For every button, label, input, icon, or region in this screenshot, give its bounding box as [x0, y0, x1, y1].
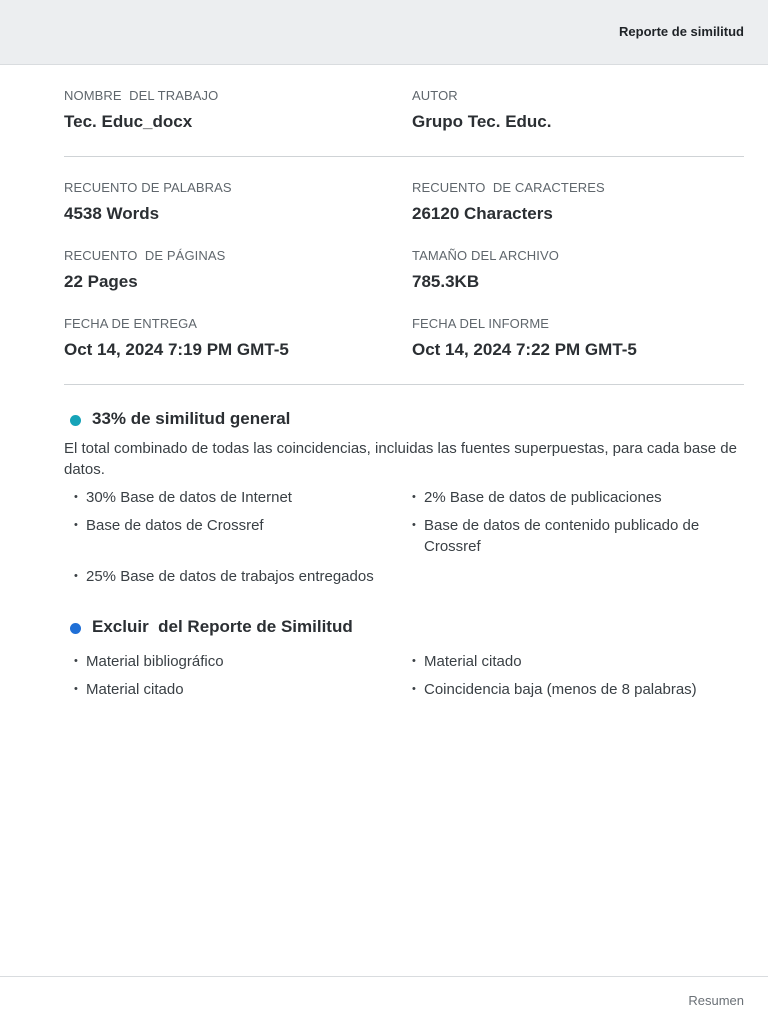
- caracteres-value: 26120 Characters: [412, 204, 553, 223]
- palabras-value: 4538 Words: [64, 204, 160, 223]
- informe-label: FECHA DEL INFORME: [412, 316, 550, 331]
- excluir-item: [74, 679, 184, 700]
- bullet-dot-icon: •: [412, 683, 416, 695]
- paginas-value: 22 Pages: [64, 272, 138, 291]
- bullet-dot-icon: •: [412, 519, 416, 531]
- excluir-item-label: Material bibliográfico: [86, 653, 224, 670]
- excluir-item: [412, 679, 697, 700]
- tamano-label: TAMAÑO DEL ARCHIVO: [412, 248, 559, 263]
- entrega-value: Oct 14, 2024 7:19 PM GMT-5: [64, 340, 289, 359]
- excluir-dot-icon: [70, 623, 81, 634]
- palabras-label: RECUENTO DE PALABRAS: [64, 180, 232, 195]
- report-header: [0, 0, 768, 65]
- bullet-dot-icon: •: [412, 655, 416, 667]
- entrega-label: FECHA DE ENTREGA: [64, 316, 198, 331]
- excluir-item: [74, 651, 224, 672]
- caracteres-label: RECUENTO DE CARACTERES: [412, 180, 605, 195]
- excluir-item-label: Coincidencia baja (menos de 8 palabras): [424, 681, 697, 698]
- bullet-dot-icon: •: [74, 570, 78, 582]
- footer-resumen-label: Resumen: [688, 993, 744, 1008]
- bullet-dot-icon: •: [74, 519, 78, 531]
- bullet-dot-icon: •: [74, 491, 78, 503]
- excluir-title: Excluir del Reporte de Similitud: [92, 617, 353, 636]
- similitud-dot-icon: [70, 415, 81, 426]
- report-footer: [0, 976, 768, 1025]
- similitud-item: [412, 487, 662, 508]
- tamano-value: 785.3KB: [412, 272, 480, 291]
- paginas-label: RECUENTO DE PÁGINAS: [64, 248, 226, 263]
- similitud-item-label: 2% Base de datos de publicaciones: [424, 489, 662, 506]
- bullet-dot-icon: •: [74, 655, 78, 667]
- excluir-item: [412, 651, 522, 672]
- bullet-dot-icon: •: [412, 491, 416, 503]
- similitud-item-label: Base de datos de Crossref: [86, 517, 264, 534]
- autor-label: AUTOR: [412, 88, 458, 103]
- similitud-item: [74, 566, 374, 587]
- similitud-item: [74, 515, 264, 536]
- divider-middle: [64, 384, 744, 385]
- similitud-description: El total combinado de todas las coincidencias, incluidas las fuentes superpuestas, para cada base de datos.: [64, 440, 737, 478]
- similitud-item: [412, 515, 734, 557]
- header-title: Reporte de similitud: [619, 24, 744, 39]
- trabajo-value: Tec. Educ_docx: [64, 112, 193, 131]
- excluir-item-label: Material citado: [86, 681, 184, 698]
- similitud-item-label: Base de datos de contenido publicado de Crossref: [424, 517, 700, 555]
- similitud-item: [74, 487, 292, 508]
- informe-value: Oct 14, 2024 7:22 PM GMT-5: [412, 340, 637, 359]
- similitud-item-label: 25% Base de datos de trabajos entregados: [86, 568, 374, 585]
- autor-value: Grupo Tec. Educ.: [412, 112, 552, 131]
- similitud-item-label: 30% Base de datos de Internet: [86, 489, 292, 506]
- bullet-dot-icon: •: [74, 683, 78, 695]
- trabajo-label: NOMBRE DEL TRABAJO: [64, 88, 219, 103]
- excluir-item-label: Material citado: [424, 653, 522, 670]
- similitud-title: 33% de similitud general: [92, 409, 291, 428]
- divider-top: [64, 156, 744, 157]
